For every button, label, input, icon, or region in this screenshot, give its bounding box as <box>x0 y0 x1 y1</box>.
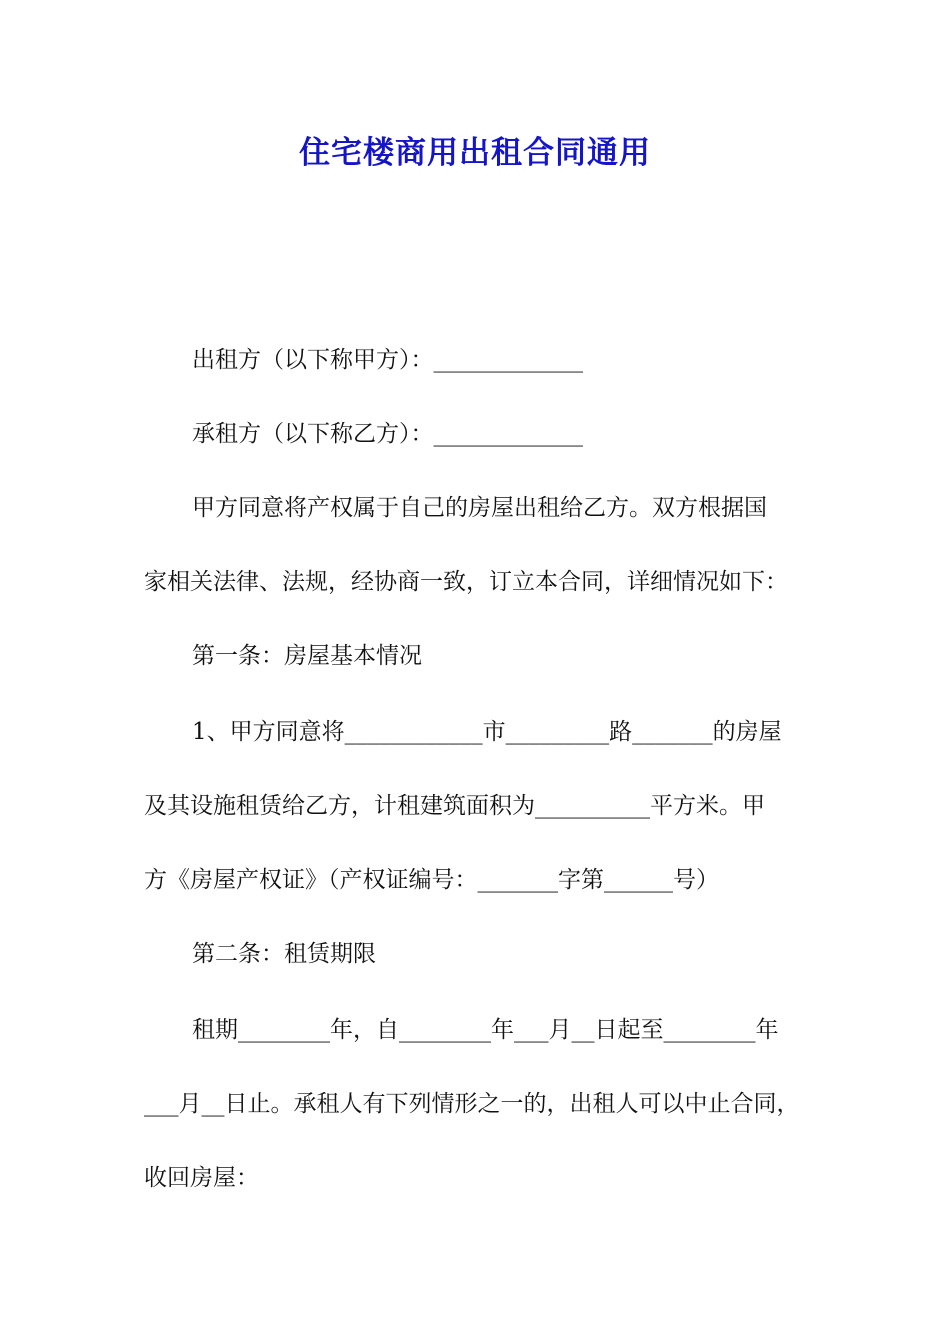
lessor-line: 出租方（以下称甲方）：_____________ <box>192 347 583 373</box>
article-two-line-3: 收回房屋： <box>144 1165 259 1191</box>
article-two-line-2: ___月__日止。承租人有下列情形之一的，出租人可以中止合同， <box>144 1091 800 1117</box>
intro-paragraph-line-2: 家相关法律、法规，经协商一致，订立本合同，详细情况如下： <box>144 569 788 595</box>
intro-paragraph-line-1: 甲方同意将产权属于自己的房屋出租给乙方。双方根据国 <box>192 495 767 521</box>
article-one-line-2: 及其设施租赁给乙方，计租建筑面积为__________平方米。甲 <box>144 793 765 819</box>
article-one-heading: 第一条：房屋基本情况 <box>192 643 422 669</box>
document-title: 住宅楼商用出租合同通用 <box>299 135 651 171</box>
article-two-line-1: 租期________年，自________年___月__日起至________年 <box>192 1017 779 1043</box>
article-one-line-3: 方《房屋产权证》（产权证编号：_______字第______号） <box>144 867 719 893</box>
article-two-heading: 第二条：租赁期限 <box>192 941 376 967</box>
lessee-line: 承租方（以下称乙方）：_____________ <box>192 421 583 447</box>
article-one-line-1: 1、甲方同意将____________市_________路_______的房屋 <box>192 719 782 745</box>
